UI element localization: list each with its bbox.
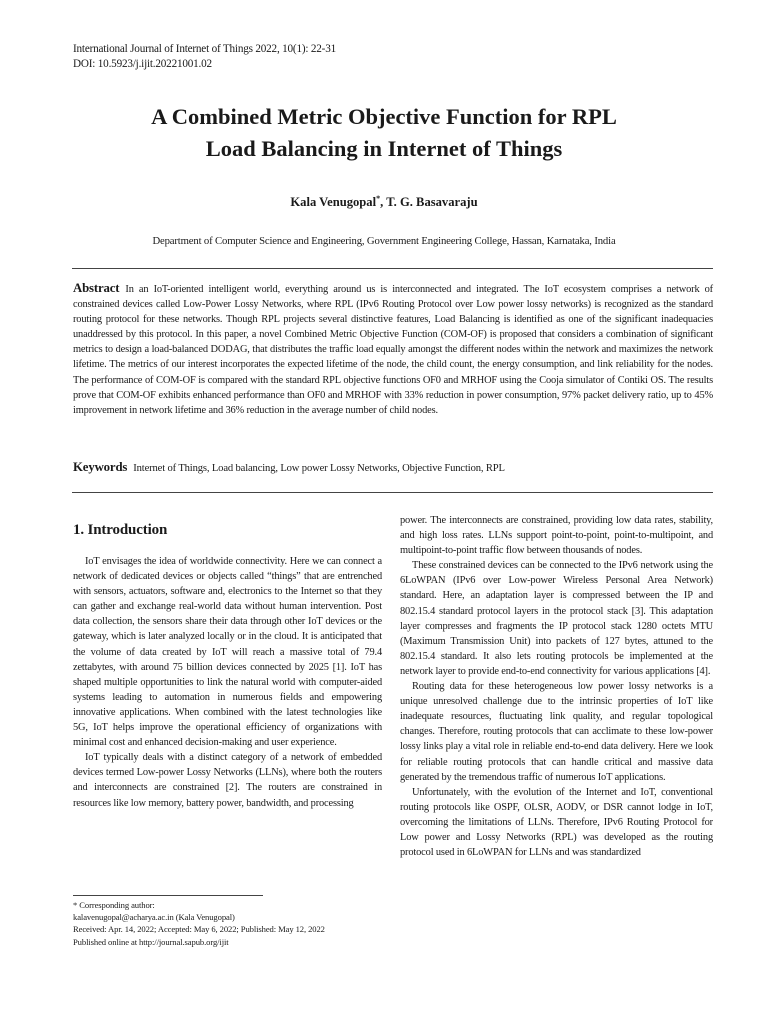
title-line-1: A Combined Metric Objective Function for RPL — [151, 104, 617, 129]
affiliation: Department of Computer Science and Engineering, Government Engineering College, Hassan, Karnataka, India — [152, 235, 616, 247]
abstract-heading: Abstract — [73, 281, 120, 295]
abstract-block — [73, 281, 713, 418]
footnote-online: Published online at http://journal.sapub.org/ijit — [73, 936, 229, 947]
author-name: T. G. Basavaraju — [386, 195, 478, 209]
paragraph: Unfortunately, with the evolution of the Internet and IoT, conventional routing protocols like OSPF, OLSR, AODV, or DSR cannot lodge in IoT, overcoming the limitations of LLNs. Therefore, IPv6 Routing Protocol for Low power and Lossy Networks (RPL) was developed as the routing protocol used in 6LoWPAN for LLNs and was standardized — [400, 786, 713, 859]
author-list — [60, 195, 708, 210]
top-divider — [72, 268, 713, 269]
paragraph: IoT typically deals with a distinct category of a network of embedded devices termed Low-power Lossy Networks (LLNs), where both the routers and interconnects are constrained [2]. The routers are constrained in resources like low memory, battery power, bandwidth, and processing — [73, 752, 382, 809]
author-name: Kala Venugopal — [290, 195, 377, 209]
journal-citation: International Journal of Internet of Things 2022, 10(1): 22-31 — [73, 43, 336, 55]
bottom-divider — [72, 492, 713, 493]
paragraph: These constrained devices can be connected to the IPv6 network using the 6LoWPAN (IPv6 over Low-power Wireless Personal Area Network) standard. Here, an adaptation layer is compressed between the IP and 802.15.4 standard protocol layers in the protocol stack [3]. This adaptation layer compresses and fragments the IP protocol stack 1280 octets MTU (Maximum Transmission Unit) into packets of 127 bytes, attuned to the 802.15.4 standard. It also lets routing protocols be implemented at the network layer to provide end-to-end connectivity for various applications [4]. — [400, 560, 713, 677]
abstract-text: In an IoT-oriented intelligent world, everything around us is interconnected and integrated. The IoT ecosystem comprises a network of constrained devices called Low-Power Lossy Networks, where RPL (IPv6 Routing Protocol over Low power lossy networks) is recognized as the standard routing protocol for these networks. Though RPL projects several distinctive features, Load Balancing is identified as one of the significant inadequacies unaddressed by this protocol. In this paper, a novel Combined Metric Objective Function (COM-OF) is proposed that considers a combination of significant metrics to design a load-balanced DODAG, that distributes the traffic load equally amongst the different nodes within the network and maximizes the network lifetime. The metrics of our interest incorporates the expected lifetime of the node, the child count, the energy consumption, and link reliability for the nodes. The performance of COM-OF is compared with the standard RPL objective functions OF0 and MRHOF using the Cooja simulator of Contiki OS. The results prove that COM-OF exhibits enhanced performance than OF0 and MRHOF with 33% reduction in power consumption, 97% packet delivery ratio, up to 45% improvement in network lifetime and 36% reduction in the average number of child nodes. — [73, 284, 713, 416]
keywords-block — [73, 460, 713, 476]
keywords-text: Internet of Things, Load balancing, Low power Lossy Networks, Objective Function, RPL — [133, 463, 505, 474]
footnote-corresponding: * Corresponding author: — [73, 900, 155, 910]
footnote-divider — [73, 895, 263, 896]
footnote-email: kalavenugopal@acharya.ac.in (Kala Venugopal) — [73, 912, 235, 923]
right-column — [400, 513, 713, 860]
title-line-2: Load Balancing in Internet of Things — [205, 136, 563, 161]
paragraph: IoT envisages the idea of worldwide connectivity. Here we can connect a network of dedicated devices or objects called “things” that are entrenched with sensors, actuators, software and, electronics to the Internet so that they can gather and exchange real-world data without human intervention. Post data collection, the sensors share their data through other IoT devices or the gateway, which is later analyzed locally or in the cloud. It is anticipated that the volume of data created by IoT will reach a massive total of 79.4 zettabytes, with around 75 billion devices connected by 2025 [1]. IoT has shaped multiple opportunities to link the natural world with computer-aided systems leading to automation in numerous fields and empowering innovative applications. When combined with the latest technologies like 5G, IoT helps improve the operational efficiency of organizations with minimal cost and enhanced decision-making and user experience. — [73, 556, 382, 749]
paragraph: power. The interconnects are constrained, providing low data rates, stability, and high loss rates. LLNs support point-to-point, point-to-multipoint, and multipoint-to-point traffic flow between thousands of nodes. — [400, 515, 713, 557]
paragraph: Routing data for these heterogeneous low power lossy networks is a unique unresolved challenge due to the intrinsic properties of IoT like inadequate resources, fluctuating link quality, and regular topological changes. Therefore, routing protocols that can acclimate to these low-power lossy links play a vital role in reliable end-to-end data delivery. Here we look for reliable routing protocols that can handle critical and massive data generated by the tremendous traffic of numerous IoT applications. — [400, 681, 713, 783]
author-separator: , — [380, 195, 387, 209]
footnote-dates: Received: Apr. 14, 2022; Accepted: May 6, 2022; Published: May 12, 2022 — [73, 924, 325, 935]
journal-header — [73, 42, 673, 71]
keywords-heading: Keywords — [73, 460, 128, 474]
left-column — [73, 520, 382, 811]
corresponding-mark: * — [376, 194, 381, 203]
footnotes — [73, 899, 393, 948]
journal-doi: DOI: 10.5923/j.ijit.20221001.02 — [73, 57, 212, 70]
paper-title — [60, 101, 708, 165]
section-heading: 1. Introduction — [73, 522, 168, 538]
